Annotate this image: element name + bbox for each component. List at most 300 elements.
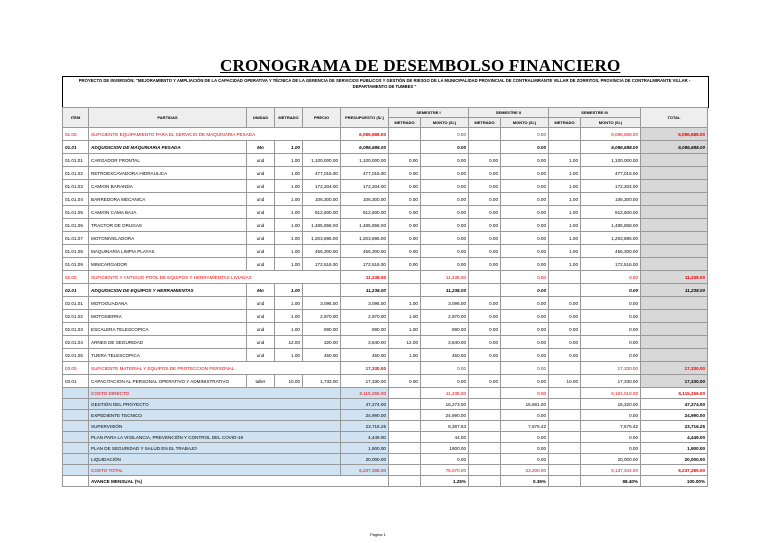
metrado-3-cell: 0.00 — [549, 349, 581, 362]
table-row — [63, 219, 708, 232]
monto-2-cell: 0.00 — [501, 258, 549, 271]
metrado-1-cell: 0.00 — [389, 258, 421, 271]
monto-3-cell: 17,330.00 — [581, 375, 641, 388]
metrado-2-cell: 0.00 — [469, 232, 501, 245]
table-row — [63, 271, 708, 284]
summary-metrado-1 — [389, 399, 421, 410]
schedule-table — [62, 107, 708, 487]
item-description: CARGADOR FRONTAL — [89, 154, 247, 167]
header-total: TOTAL — [641, 108, 708, 128]
monto-3-cell: 1,100,000.00 — [581, 154, 641, 167]
monto-2-cell: 0.00 — [501, 323, 549, 336]
unidad-cell: Mo — [247, 141, 275, 154]
summary-monto-1: 11,238.00 — [421, 388, 469, 399]
monto-1-cell: 450.00 — [421, 349, 469, 362]
table-row — [63, 375, 708, 388]
monto-3-cell: 1,203,895.00 — [581, 232, 641, 245]
metrado-3-cell — [549, 284, 581, 297]
summary-monto-1: 76,070.00 — [421, 465, 469, 476]
presupuesto-cell: 1,203,895.00 — [341, 232, 389, 245]
presupuesto-cell: 172,516.00 — [341, 258, 389, 271]
monto-2-cell: 0.00 — [501, 232, 549, 245]
header-metrado-1: METRADO — [389, 118, 421, 128]
header-unidad: UNIDAD — [247, 108, 275, 128]
item-code: 01.01.08 — [63, 245, 89, 258]
metrado-1-cell: 1.00 — [389, 349, 421, 362]
item-code: 01.01.03 — [63, 180, 89, 193]
header-metrado-2: METRADO — [469, 118, 501, 128]
table-row — [63, 336, 708, 349]
metrado-3-cell: 10.00 — [549, 375, 581, 388]
unidad-cell: und — [247, 206, 275, 219]
precio-cell: 880.00 — [303, 323, 341, 336]
summary-monto-2: 23,200.00 — [501, 465, 549, 476]
summary-metrado-3 — [549, 454, 581, 465]
table-row — [63, 297, 708, 310]
summary-monto-3: 20,000.00 — [581, 454, 641, 465]
summary-total: 1,900.00 — [641, 443, 708, 454]
summary-presupuesto: 24,990.00 — [341, 410, 389, 421]
item-code: 03.00 — [63, 362, 89, 375]
summary-monto-2: 0.00 — [501, 388, 549, 399]
summary-metrado-2 — [469, 443, 501, 454]
monto-2-cell: 0.00 — [501, 206, 549, 219]
monto-1-cell: 11,238.00 — [421, 284, 469, 297]
precio-cell: 456,300.00 — [303, 245, 341, 258]
summary-presupuesto: 1,900.00 — [341, 443, 389, 454]
monto-1-cell: 880.00 — [421, 323, 469, 336]
header-monto-3: MONTO (S/.) — [581, 118, 641, 128]
presupuesto-cell: 880.00 — [341, 323, 389, 336]
summary-monto-2: 15,681.00 — [501, 399, 549, 410]
metrado-2-cell: 0.00 — [469, 336, 501, 349]
metrado-1-cell: 0.00 — [389, 375, 421, 388]
metrado-cell: 1.00 — [275, 284, 303, 297]
metrado-1-cell: 0.00 — [389, 206, 421, 219]
monto-3-cell: 477,015.00 — [581, 167, 641, 180]
summary-description: PLAN PARA LA VIGILANCIA, PREVENCIÓN Y CONTROL DEL COVID-19 — [89, 432, 341, 443]
presupuesto-cell: 17,330.00 — [341, 375, 389, 388]
summary-monto-1: 8,387.63 — [421, 421, 469, 432]
unidad-cell: und — [247, 323, 275, 336]
header-metrado-3: METRADO — [549, 118, 581, 128]
monto-2-cell: 0.00 — [501, 167, 549, 180]
summary-presupuesto: 6,115,256.00 — [341, 388, 389, 399]
table-row — [63, 323, 708, 336]
monto-2-cell: 0.00 — [501, 375, 549, 388]
monto-2-cell: 0.00 — [501, 180, 549, 193]
header-presupuesto: PRESUPUESTO (S/.) — [341, 108, 389, 128]
total-cell — [641, 258, 708, 271]
header-partidas: PARTIDAS — [89, 108, 247, 128]
precio-cell: 912,600.00 — [303, 206, 341, 219]
summary-presupuesto: 23,716.25 — [341, 421, 389, 432]
summary-metrado-1 — [389, 454, 421, 465]
presupuesto-cell: 477,015.00 — [341, 167, 389, 180]
metrado-1-cell — [389, 284, 421, 297]
header-item: ITEM — [63, 108, 89, 128]
table-body — [63, 128, 708, 487]
metrado-3-cell — [549, 271, 581, 284]
item-code: 01.01.07 — [63, 232, 89, 245]
metrado-cell: 1.00 — [275, 310, 303, 323]
monto-3-cell: 456,300.00 — [581, 245, 641, 258]
summary-row — [63, 454, 708, 465]
metrado-2-cell: 0.00 — [469, 193, 501, 206]
monto-2-cell: 0.00 — [501, 141, 549, 154]
presupuesto-cell: 1,100,000.00 — [341, 154, 389, 167]
metrado-1-cell: 0.00 — [389, 180, 421, 193]
metrado-1-cell: 0.00 — [389, 245, 421, 258]
item-description: MOTOSIERRA — [89, 310, 247, 323]
monto-1-cell: 0.00 — [421, 180, 469, 193]
monto-3-cell: 6,086,688.00 — [581, 141, 641, 154]
summary-monto-2: 0.00 — [501, 432, 549, 443]
monto-1-cell: 3,096.00 — [421, 297, 469, 310]
item-description: MAQUINARIA LIMPIA PLAYAS — [89, 245, 247, 258]
precio-cell: 172,204.00 — [303, 180, 341, 193]
metrado-cell: 1.00 — [275, 193, 303, 206]
presupuesto-cell: 1,485,858.00 — [341, 219, 389, 232]
metrado-1-cell: 1.00 — [389, 310, 421, 323]
metrado-2-cell — [469, 284, 501, 297]
item-code: 02.01.04 — [63, 336, 89, 349]
precio-cell: 450.00 — [303, 349, 341, 362]
summary-description: EXPEDIENTE TECNICO — [89, 410, 341, 421]
avance-percent-1: 1.25% — [421, 476, 469, 487]
summary-spacer — [63, 421, 89, 432]
summary-monto-2: 0.00 — [501, 443, 549, 454]
monto-3-cell: 17,330.00 — [581, 362, 641, 375]
metrado-3-cell: 0.00 — [549, 323, 581, 336]
monto-3-cell: 0.00 — [581, 310, 641, 323]
unidad-cell: und — [247, 219, 275, 232]
monto-3-cell: 0.00 — [581, 284, 641, 297]
metrado-cell: 1.00 — [275, 258, 303, 271]
metrado-1-cell: 0.00 — [389, 154, 421, 167]
avance-metrado-2 — [469, 476, 501, 487]
avance-percent-3: 98.40% — [581, 476, 641, 487]
item-code: 01.00 — [63, 128, 89, 141]
table-row — [63, 206, 708, 219]
precio-cell: 3,096.00 — [303, 297, 341, 310]
table-row — [63, 284, 708, 297]
presupuesto-cell: 3,840.00 — [341, 336, 389, 349]
metrado-1-cell — [389, 271, 421, 284]
metrado-2-cell: 0.00 — [469, 349, 501, 362]
summary-row — [63, 421, 708, 432]
summary-row — [63, 388, 708, 399]
total-cell — [641, 180, 708, 193]
presupuesto-cell: 11,238.00 — [341, 271, 389, 284]
presupuesto-cell: 172,204.00 — [341, 180, 389, 193]
metrado-cell: 1.00 — [275, 245, 303, 258]
monto-3-cell: 0.00 — [581, 323, 641, 336]
summary-description: LIQUIDACIÓN — [89, 454, 341, 465]
monto-1-cell: 0.00 — [421, 128, 469, 141]
monto-2-cell: 0.00 — [501, 284, 549, 297]
presupuesto-cell: 106,300.00 — [341, 193, 389, 206]
metrado-3-cell: 1.00 — [549, 167, 581, 180]
monto-1-cell: 0.00 — [421, 245, 469, 258]
metrado-2-cell — [469, 141, 501, 154]
summary-metrado-1 — [389, 465, 421, 476]
monto-3-cell: 0.00 — [581, 297, 641, 310]
summary-row — [63, 399, 708, 410]
table-header-row — [63, 108, 708, 118]
unidad-cell: und — [247, 349, 275, 362]
summary-metrado-1 — [389, 410, 421, 421]
table-row — [63, 167, 708, 180]
item-code: 02.01.05 — [63, 349, 89, 362]
item-code: 01.01.05 — [63, 206, 89, 219]
total-cell: 11,238.00 — [641, 271, 708, 284]
unidad-cell: und — [247, 258, 275, 271]
monto-2-cell: 0.00 — [501, 128, 549, 141]
monto-1-cell: 0.00 — [421, 141, 469, 154]
summary-spacer — [63, 454, 89, 465]
metrado-cell: 1.00 — [275, 167, 303, 180]
item-code: 03.01 — [63, 375, 89, 388]
summary-metrado-3 — [549, 410, 581, 421]
total-cell — [641, 245, 708, 258]
metrado-2-cell: 0.00 — [469, 154, 501, 167]
monto-2-cell: 0.00 — [501, 193, 549, 206]
item-description: ADQUISICION DE MAQUINARIA PESADA — [89, 141, 247, 154]
summary-spacer — [63, 443, 89, 454]
summary-spacer — [63, 399, 89, 410]
total-cell: 6,086,688.00 — [641, 141, 708, 154]
monto-3-cell: 0.00 — [581, 349, 641, 362]
header-metrado: METRADO — [275, 108, 303, 128]
summary-metrado-2 — [469, 388, 501, 399]
summary-presupuesto: 6,237,285.00 — [341, 465, 389, 476]
item-code: 01.01.02 — [63, 167, 89, 180]
monto-2-cell: 0.00 — [501, 271, 549, 284]
summary-metrado-2 — [469, 410, 501, 421]
unidad-cell: und — [247, 245, 275, 258]
summary-metrado-3 — [549, 421, 581, 432]
table-row — [63, 128, 708, 141]
summary-monto-2: 7,675.42 — [501, 421, 549, 432]
summary-description: SUPERVISIÓN — [89, 421, 341, 432]
header-semestre-1: SEMESTRE I — [389, 108, 469, 118]
unidad-cell: und — [247, 180, 275, 193]
header-monto-2: MONTO (S/.) — [501, 118, 549, 128]
summary-monto-1: 24,990.00 — [421, 410, 469, 421]
summary-monto-3: 0.00 — [581, 432, 641, 443]
monto-2-cell: 0.00 — [501, 362, 549, 375]
summary-monto-3: 0.00 — [581, 410, 641, 421]
metrado-1-cell: 0.00 — [389, 232, 421, 245]
metrado-2-cell: 0.00 — [469, 245, 501, 258]
presupuesto-cell: 912,600.00 — [341, 206, 389, 219]
table-row — [63, 310, 708, 323]
presupuesto-cell: 17,330.00 — [341, 362, 389, 375]
table-row — [63, 141, 708, 154]
summary-spacer — [63, 410, 89, 421]
summary-metrado-2 — [469, 454, 501, 465]
total-cell: 6,086,688.00 — [641, 128, 708, 141]
metrado-3-cell: 0.00 — [549, 336, 581, 349]
table-row — [63, 258, 708, 271]
summary-row — [63, 443, 708, 454]
metrado-1-cell: 0.00 — [389, 193, 421, 206]
presupuesto-cell: 3,096.00 — [341, 297, 389, 310]
precio-cell: 1,203,895.00 — [303, 232, 341, 245]
monto-3-cell: 172,204.00 — [581, 180, 641, 193]
summary-metrado-3 — [549, 399, 581, 410]
metrado-cell: 10.00 — [275, 375, 303, 388]
presupuesto-cell: 6,086,688.00 — [341, 128, 389, 141]
summary-presupuesto: 4,449.00 — [341, 432, 389, 443]
monto-1-cell: 0.00 — [421, 167, 469, 180]
summary-monto-3: 6,137,344.00 — [581, 465, 641, 476]
metrado-cell: 1.00 — [275, 232, 303, 245]
metrado-1-cell — [389, 141, 421, 154]
monto-3-cell: 912,600.00 — [581, 206, 641, 219]
metrado-cell: 1.00 — [275, 349, 303, 362]
metrado-cell: 1.00 — [275, 180, 303, 193]
total-cell — [641, 193, 708, 206]
metrado-2-cell: 0.00 — [469, 323, 501, 336]
summary-monto-3: 6,104,018.00 — [581, 388, 641, 399]
summary-monto-2: 0.00 — [501, 454, 549, 465]
metrado-cell: 12.00 — [275, 336, 303, 349]
unidad-cell: und — [247, 297, 275, 310]
item-description: SUFICIENTE EQUIPAMIENTO PARA EL SERVICIO DE MAQUINARIA PESADA — [89, 128, 341, 141]
item-code: 02.01.01 — [63, 297, 89, 310]
summary-metrado-2 — [469, 432, 501, 443]
total-cell — [641, 232, 708, 245]
item-code: 01.01.09 — [63, 258, 89, 271]
precio-cell: 1,733.00 — [303, 375, 341, 388]
metrado-cell: 1.00 — [275, 141, 303, 154]
metrado-2-cell: 0.00 — [469, 180, 501, 193]
metrado-2-cell: 0.00 — [469, 167, 501, 180]
item-description: CAMION CAMA BAJA — [89, 206, 247, 219]
summary-metrado-2 — [469, 421, 501, 432]
metrado-2-cell — [469, 362, 501, 375]
metrado-3-cell: 1.00 — [549, 245, 581, 258]
item-code: 01.01.04 — [63, 193, 89, 206]
metrado-2-cell — [469, 271, 501, 284]
avance-total: 100.00% — [641, 476, 708, 487]
monto-1-cell: 0.00 — [421, 219, 469, 232]
summary-spacer — [63, 465, 89, 476]
summary-presupuesto: 47,274.00 — [341, 399, 389, 410]
metrado-1-cell — [389, 128, 421, 141]
summary-row — [63, 410, 708, 421]
metrado-cell: 1.00 — [275, 323, 303, 336]
item-description: SUFICIENTE Y ANTIGUO POOL DE EQUIPOS Y HERRAMIENTAS LIVIANAS — [89, 271, 341, 284]
page-title: CRONOGRAMA DE DESEMBOLSO FINANCIERO — [220, 56, 621, 75]
metrado-1-cell — [389, 362, 421, 375]
summary-metrado-3 — [549, 465, 581, 476]
item-description: SUFICIENTE MATERIAL Y EQUIPOS DE PROTECCION PERSONAL — [89, 362, 341, 375]
metrado-3-cell: 1.00 — [549, 219, 581, 232]
table-row — [63, 245, 708, 258]
metrado-3-cell: 1.00 — [549, 232, 581, 245]
monto-3-cell: 1,485,858.00 — [581, 219, 641, 232]
summary-presupuesto: 20,000.00 — [341, 454, 389, 465]
table-row — [63, 362, 708, 375]
item-description: ADQUISICION DE EQUIPOS Y HERRAMIENTAS — [89, 284, 247, 297]
presupuesto-cell: 456,300.00 — [341, 245, 389, 258]
summary-total: 23,716.25 — [641, 421, 708, 432]
item-code: 02.01.02 — [63, 310, 89, 323]
unidad-cell: und — [247, 336, 275, 349]
summary-total: 6,237,285.00 — [641, 465, 708, 476]
monto-2-cell: 0.00 — [501, 297, 549, 310]
precio-cell — [303, 141, 341, 154]
summary-metrado-2 — [469, 465, 501, 476]
precio-cell: 2,970.00 — [303, 310, 341, 323]
monto-1-cell: 11,238.00 — [421, 271, 469, 284]
item-code: 01.01 — [63, 141, 89, 154]
total-cell — [641, 219, 708, 232]
summary-monto-1: 1900.00 — [421, 443, 469, 454]
avance-label: AVANCE MENSUAL (%) — [89, 476, 389, 487]
metrado-2-cell: 0.00 — [469, 258, 501, 271]
item-code: 01.01.01 — [63, 154, 89, 167]
unidad-cell: taller — [247, 375, 275, 388]
metrado-2-cell: 0.00 — [469, 219, 501, 232]
summary-metrado-3 — [549, 432, 581, 443]
table-row — [63, 154, 708, 167]
summary-description: GESTIÓN DEL PROYECTO — [89, 399, 341, 410]
precio-cell: 320.00 — [303, 336, 341, 349]
monto-1-cell: 0.00 — [421, 258, 469, 271]
monto-1-cell: 2,970.00 — [421, 310, 469, 323]
header-semestre-3: SEMESTRE III — [549, 108, 641, 118]
monto-1-cell: 0.00 — [421, 154, 469, 167]
metrado-3-cell: 1.00 — [549, 206, 581, 219]
table-row — [63, 349, 708, 362]
table-row — [63, 193, 708, 206]
total-cell — [641, 167, 708, 180]
total-cell — [641, 310, 708, 323]
total-cell — [641, 154, 708, 167]
item-description: BARREDORA MECANICA — [89, 193, 247, 206]
metrado-1-cell: 12.00 — [389, 336, 421, 349]
summary-metrado-1 — [389, 421, 421, 432]
summary-total: 6,115,256.00 — [641, 388, 708, 399]
monto-3-cell: 0.00 — [581, 271, 641, 284]
precio-cell: 1,485,858.00 — [303, 219, 341, 232]
metrado-1-cell: 1.00 — [389, 323, 421, 336]
summary-metrado-1 — [389, 388, 421, 399]
metrado-3-cell — [549, 362, 581, 375]
summary-description: PLAN DE SEGURIDAD Y SALUD EN EL TRABAJO — [89, 443, 341, 454]
metrado-2-cell: 0.00 — [469, 375, 501, 388]
presupuesto-cell: 2,970.00 — [341, 310, 389, 323]
precio-cell — [303, 284, 341, 297]
monto-1-cell: 0.00 — [421, 206, 469, 219]
precio-cell: 477,015.00 — [303, 167, 341, 180]
total-cell — [641, 349, 708, 362]
total-cell: 17,330.00 — [641, 362, 708, 375]
avance-percent-2: 0.36% — [501, 476, 549, 487]
item-description: MINICARGADOR — [89, 258, 247, 271]
precio-cell: 106,300.00 — [303, 193, 341, 206]
item-description: MOTOGUADANA — [89, 297, 247, 310]
metrado-cell: 1.00 — [275, 154, 303, 167]
metrado-cell: 1.00 — [275, 219, 303, 232]
monto-1-cell: 0.00 — [421, 362, 469, 375]
metrado-2-cell: 0.00 — [469, 310, 501, 323]
item-code: 02.01.03 — [63, 323, 89, 336]
